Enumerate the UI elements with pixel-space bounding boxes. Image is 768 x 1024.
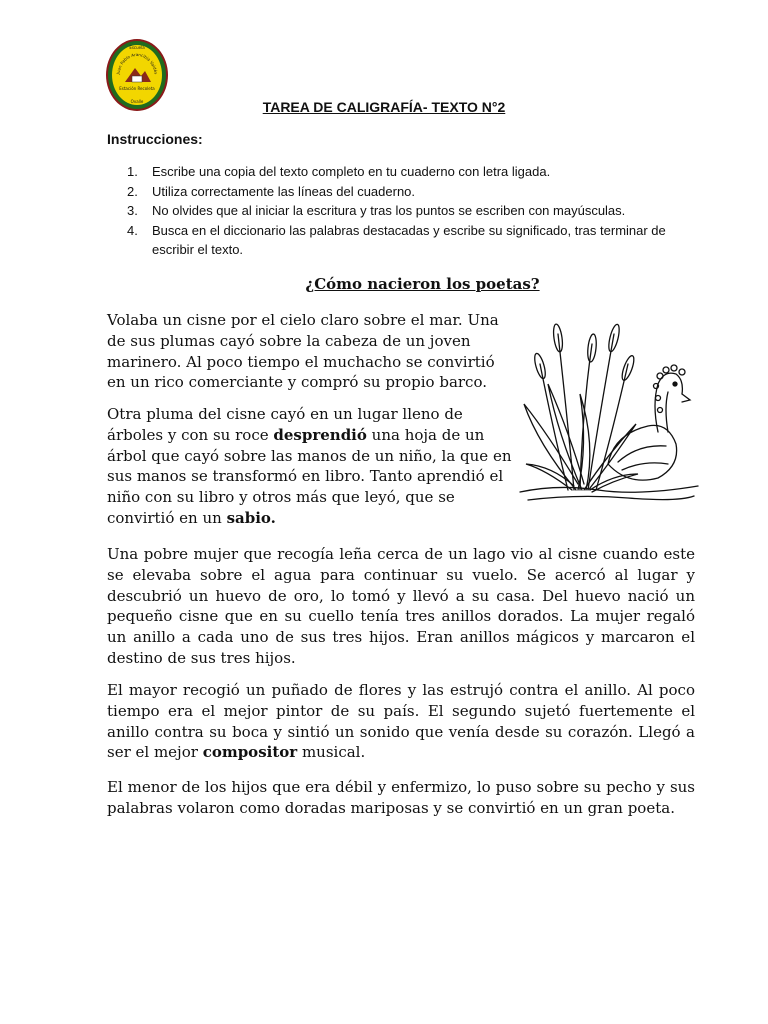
instruction-item xyxy=(107,162,697,182)
swan-illustration xyxy=(518,314,700,504)
story-paragraph-1: Volaba un cisne por el cielo claro sobre el mar. Una de sus plumas cayó sobre la cabeza de un joven marinero. Al poco tiempo el muchacho se convirtió en un rico comerciante y compró su propio barco. xyxy=(107,311,499,392)
logo-bottom-text: Estación Recoleta xyxy=(119,86,155,91)
instruction-item xyxy=(107,221,697,260)
instruction-number: 1. xyxy=(127,164,138,179)
instruction-text: Busca en el diccionario las palabras destacadas y escribe su significado, tras terminar de escribir el texto. xyxy=(152,222,666,257)
story-title: ¿Cómo nacieron los poetas? xyxy=(305,275,540,293)
instruction-text: No olvides que al iniciar la escritura y tras los puntos se escriben con mayúsculas. xyxy=(152,203,626,218)
book-icon xyxy=(132,76,142,82)
highlighted-word: desprendió xyxy=(273,425,367,444)
paragraph-text: El mayor recogió un puñado de flores y las estrujó contra el anillo. Al poco tiempo era el mejor pintor de su país. El segundo sujetó fuertemente el anillo contra su boca y sintió un sonido que venía desde su corazón. Llegó a ser el mejor xyxy=(107,681,695,762)
logo-ring-text: Juan Pablo Arancibia Valdés xyxy=(115,51,159,75)
instruction-text: Utiliza correctamente las líneas del cuaderno. xyxy=(152,183,416,199)
instruction-number: 3. xyxy=(127,203,138,218)
paragraph-text: musical. xyxy=(297,743,366,762)
paragraph-text: una hoja de un árbol que cayó sobre las manos de un niño, la que en sus manos se transformó en libro. Tanto aprendió el niño con su libro y otros más que leyó, que se convirtió en un xyxy=(107,425,512,527)
instruction-item xyxy=(107,182,697,202)
instruction-number: 2. xyxy=(127,183,138,199)
story-paragraph-2 xyxy=(107,404,512,529)
instruction-text: Escribe una copia del texto completo en tu cuaderno con letra ligada. xyxy=(152,164,551,179)
instructions-heading: Instrucciones: xyxy=(107,131,203,147)
logo-place-text: Ovalle xyxy=(130,99,144,104)
highlighted-word: sabio. xyxy=(226,508,276,527)
instruction-number: 4. xyxy=(127,222,138,238)
document-title: TAREA DE CALIGRAFÍA- TEXTO N°2 xyxy=(262,99,506,115)
paragraph-text: Otra pluma del cisne cayó en un lugar lleno de árboles y con su roce xyxy=(107,405,463,444)
highlighted-word: compositor xyxy=(202,743,298,762)
instruction-item xyxy=(107,201,697,221)
story-paragraph-5: El menor de los hijos que era débil y enfermizo, lo puso sobre su pecho y sus palabras volaron como doradas mariposas y se convirtió en un gran poeta. xyxy=(107,778,695,817)
instructions-list xyxy=(107,162,697,260)
story-paragraph-3: Una pobre mujer que recogía leña cerca de un lago vio al cisne cuando este se elevaba sobre el agua para continuar su vuelo. Se acercó al lugar y descubrió un huevo de oro, lo tomó y llevó a su casa. Del huevo nació un pequeño cisne que en su cuello tenía tres anillos dorados. La mujer regaló un anillo a cada uno de sus tres hijos. Eran anillos mágicos y marcaron el destino de sus tres hijos. xyxy=(107,545,695,667)
story-paragraph-4 xyxy=(107,680,695,763)
logo-top-text: Escuela xyxy=(129,45,145,50)
